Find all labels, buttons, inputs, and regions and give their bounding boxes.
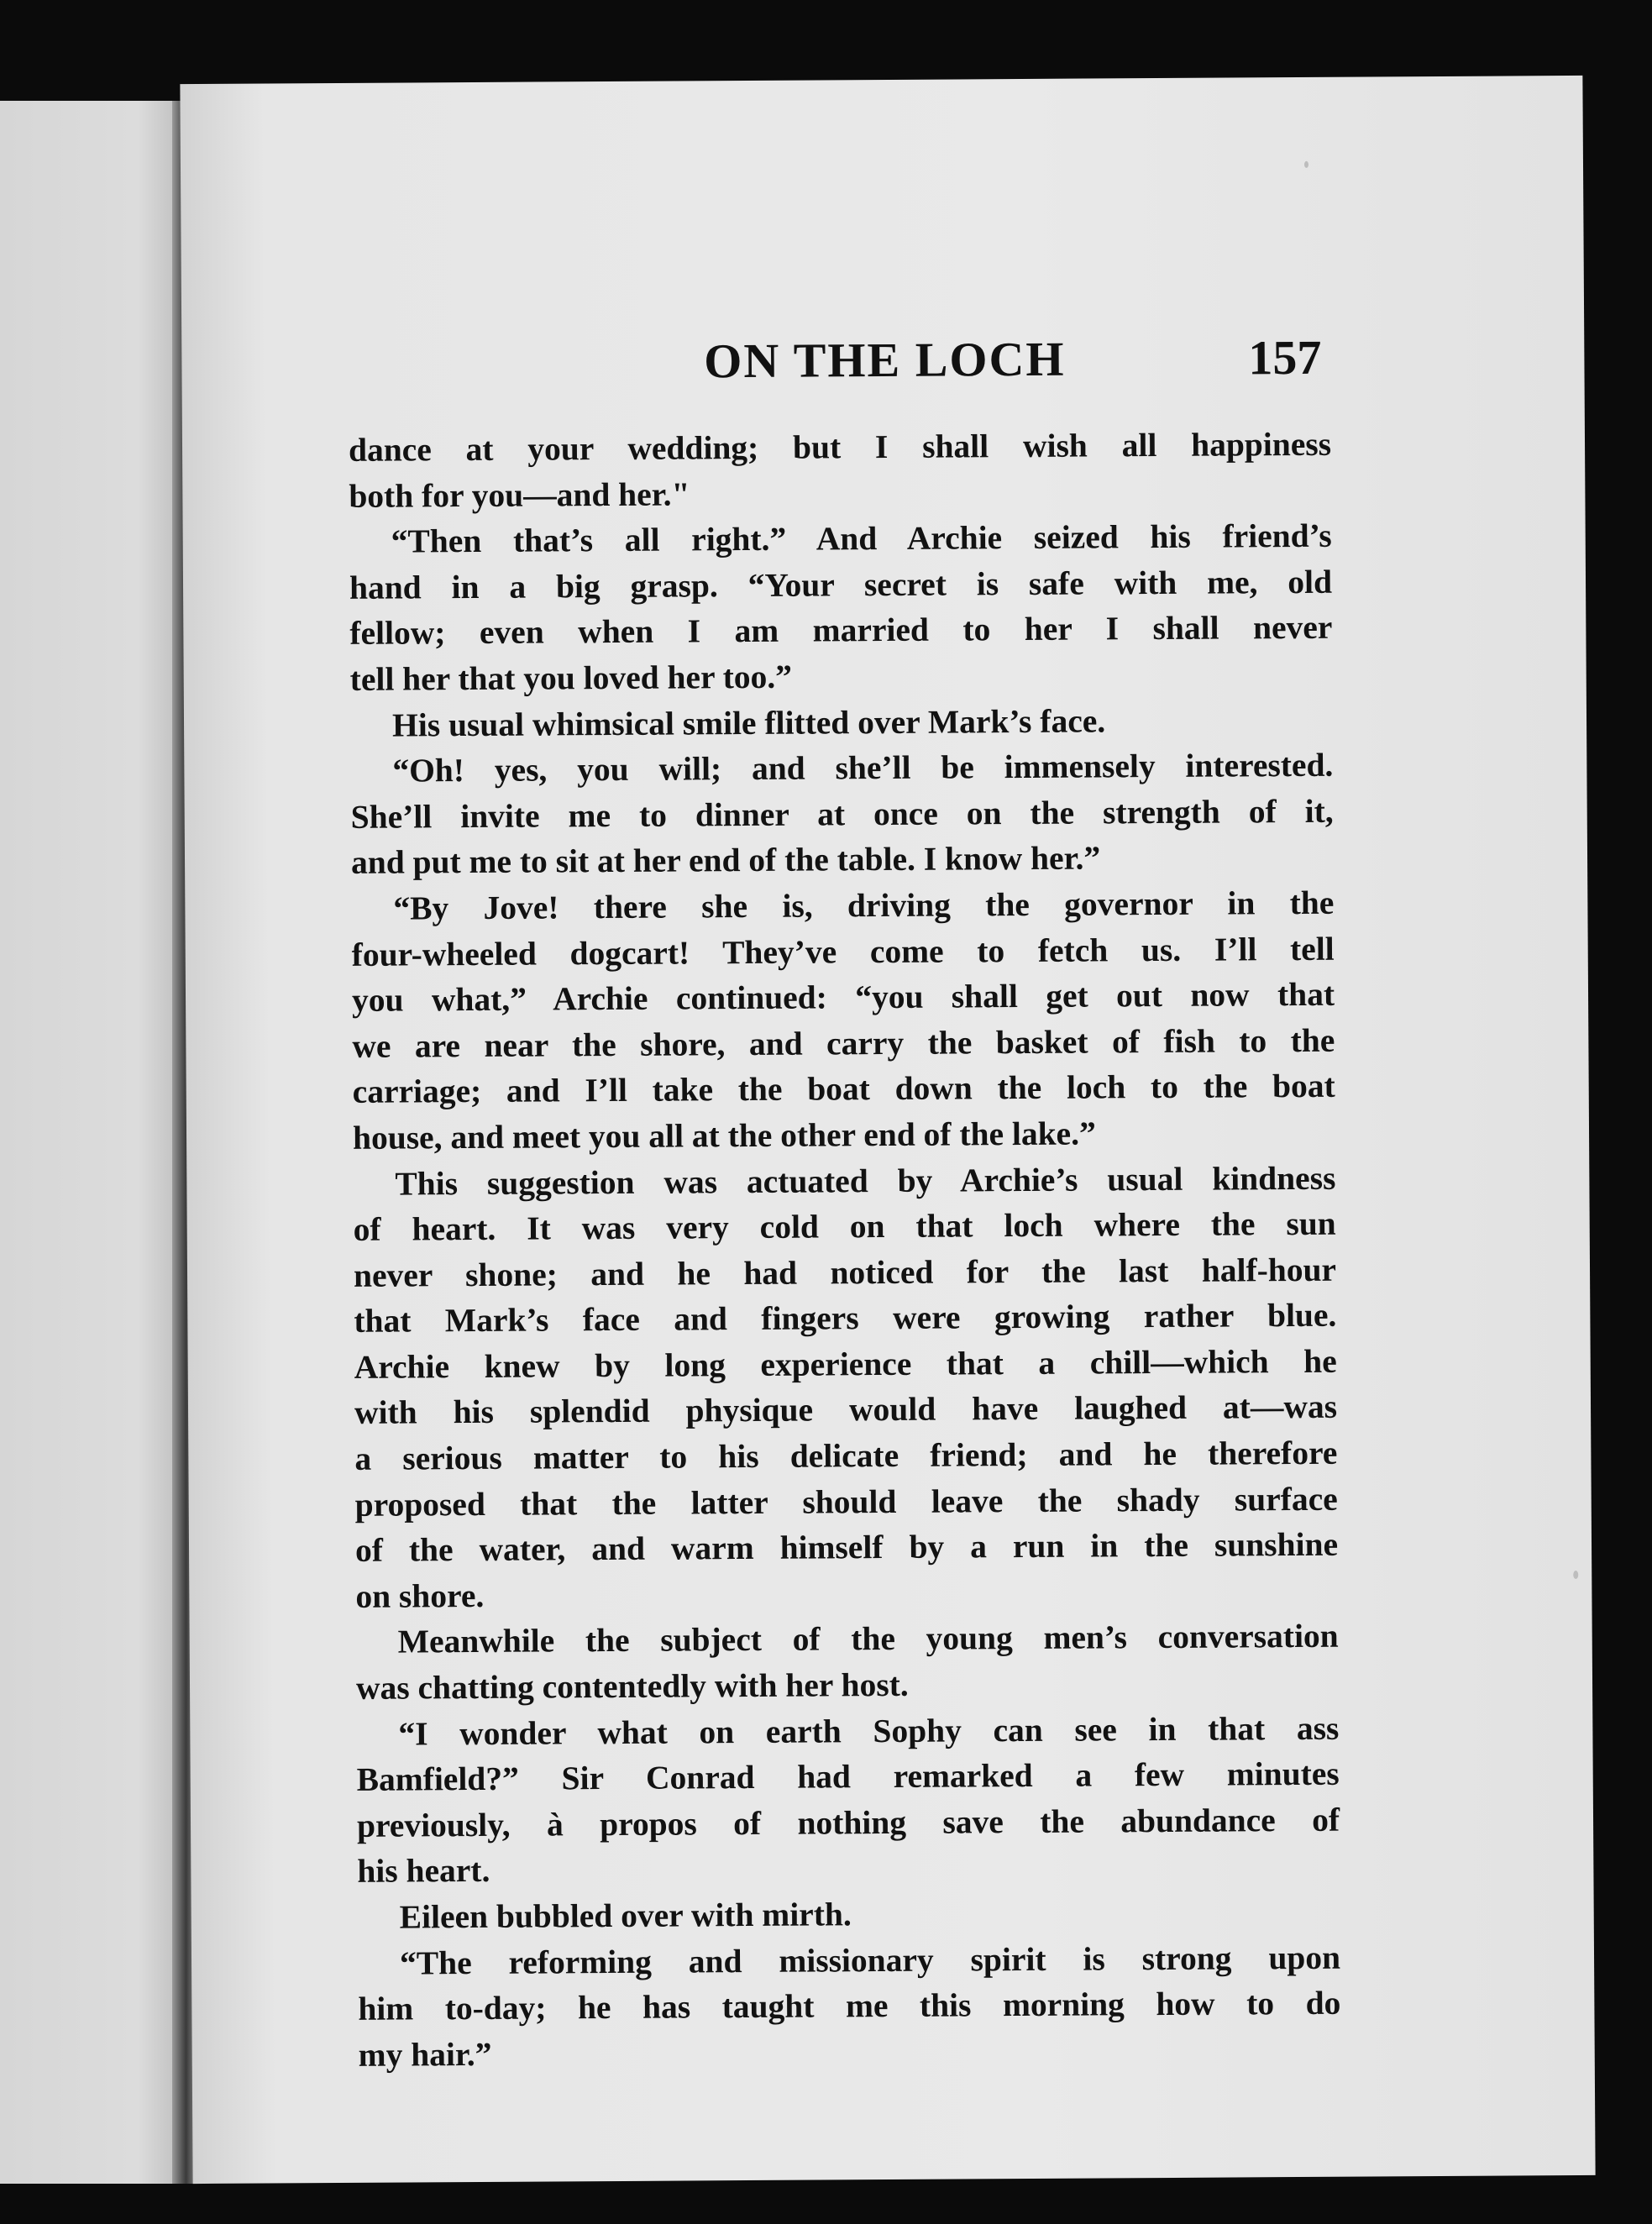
text-line: “Oh! yes, you will; and she’ll be immensely interested. [392,746,1334,789]
text-line: dance at your wedding; but I shall wish all happiness [348,425,1332,469]
text-line: proposed that the latter should leave the shady surface [354,1480,1338,1524]
text-line: we are near the shore, and carry the basket of fish to the [352,1021,1335,1065]
paper-speck [1304,161,1308,168]
text-line: Bamfield?” Sir Conrad had remarked a few minutes [356,1755,1340,1799]
text-line: and put me to sit at her end of the table. I know her.” [350,839,1101,882]
text-line: “By Jove! there she is, driving the governor in the [393,884,1335,927]
page-header [181,328,1584,395]
text-line: tell her that you loved her too.” [349,658,793,698]
page-number: 157 [1248,329,1322,386]
text-line: both for you—and her." [349,475,690,515]
text-line: with his splendid physique would have laughed at—was [354,1388,1338,1432]
text-line: Meanwhile the subject of the young men’s conversation [397,1618,1339,1661]
text-line: four-wheeled dogcart! They’ve come to fetch us. I’ll tell [351,930,1335,973]
running-title: ON THE LOCH [704,331,1066,389]
text-line: His usual whimsical smile flitted over Mark’s face. [391,701,1106,744]
text-line: carriage; and I’ll take the boat down the loch to the boat [352,1067,1335,1111]
text-line: that Mark’s face and fingers were growing rather blue. [354,1297,1337,1340]
book-page [180,76,1595,2184]
text-line: “I wonder what on earth Sophy can see in that ass [398,1709,1340,1753]
text-line: a serious matter to his delicate friend; and he therefore [354,1434,1338,1477]
text-line: never shone; and he had noticed for the last half-hour [353,1251,1337,1294]
text-line: “Then that’s all right.” And Archie seized his friend’s [391,517,1332,560]
text-line: previously, à propos of nothing save the abundance of [356,1801,1340,1844]
paper-speck [1573,1571,1578,1579]
text-line: on shore. [355,1576,485,1615]
text-line: of the water, and warm himself by a run in the sunshine [354,1525,1339,1570]
text-line: “The reforming and missionary spirit is strong upon [399,1938,1341,1982]
facing-page-edge [0,101,197,2184]
text-line: Archie knew by long experience that a chill—which he [354,1342,1337,1386]
text-line: of heart. It was very cold on that loch where the sun [353,1204,1336,1248]
text-line: him to-day; he has taught me this morning how to do [358,1984,1341,2028]
text-line: his heart. [357,1852,490,1891]
text-line: fellow; even when I am married to her I shall never [349,609,1333,653]
text-line: my hair.” [358,2035,492,2074]
text-line: hand in a big grasp. “Your secret is safe with me, old [349,563,1333,606]
text-line: This suggestion was actuated by Archie’s usual kindness [395,1159,1336,1203]
text-line: you what,” Archie continued: “you shall get out now that [351,975,1335,1020]
text-line: She’ll invite me to dinner at once on the strength of it, [350,792,1334,836]
text-line: was chatting contentedly with her host. [355,1665,909,1707]
text-line: house, and meet you all at the other end of the lake.” [352,1115,1096,1157]
text-line: Eileen bubbled over with mirth. [399,1896,852,1936]
body-text [349,422,1341,2078]
